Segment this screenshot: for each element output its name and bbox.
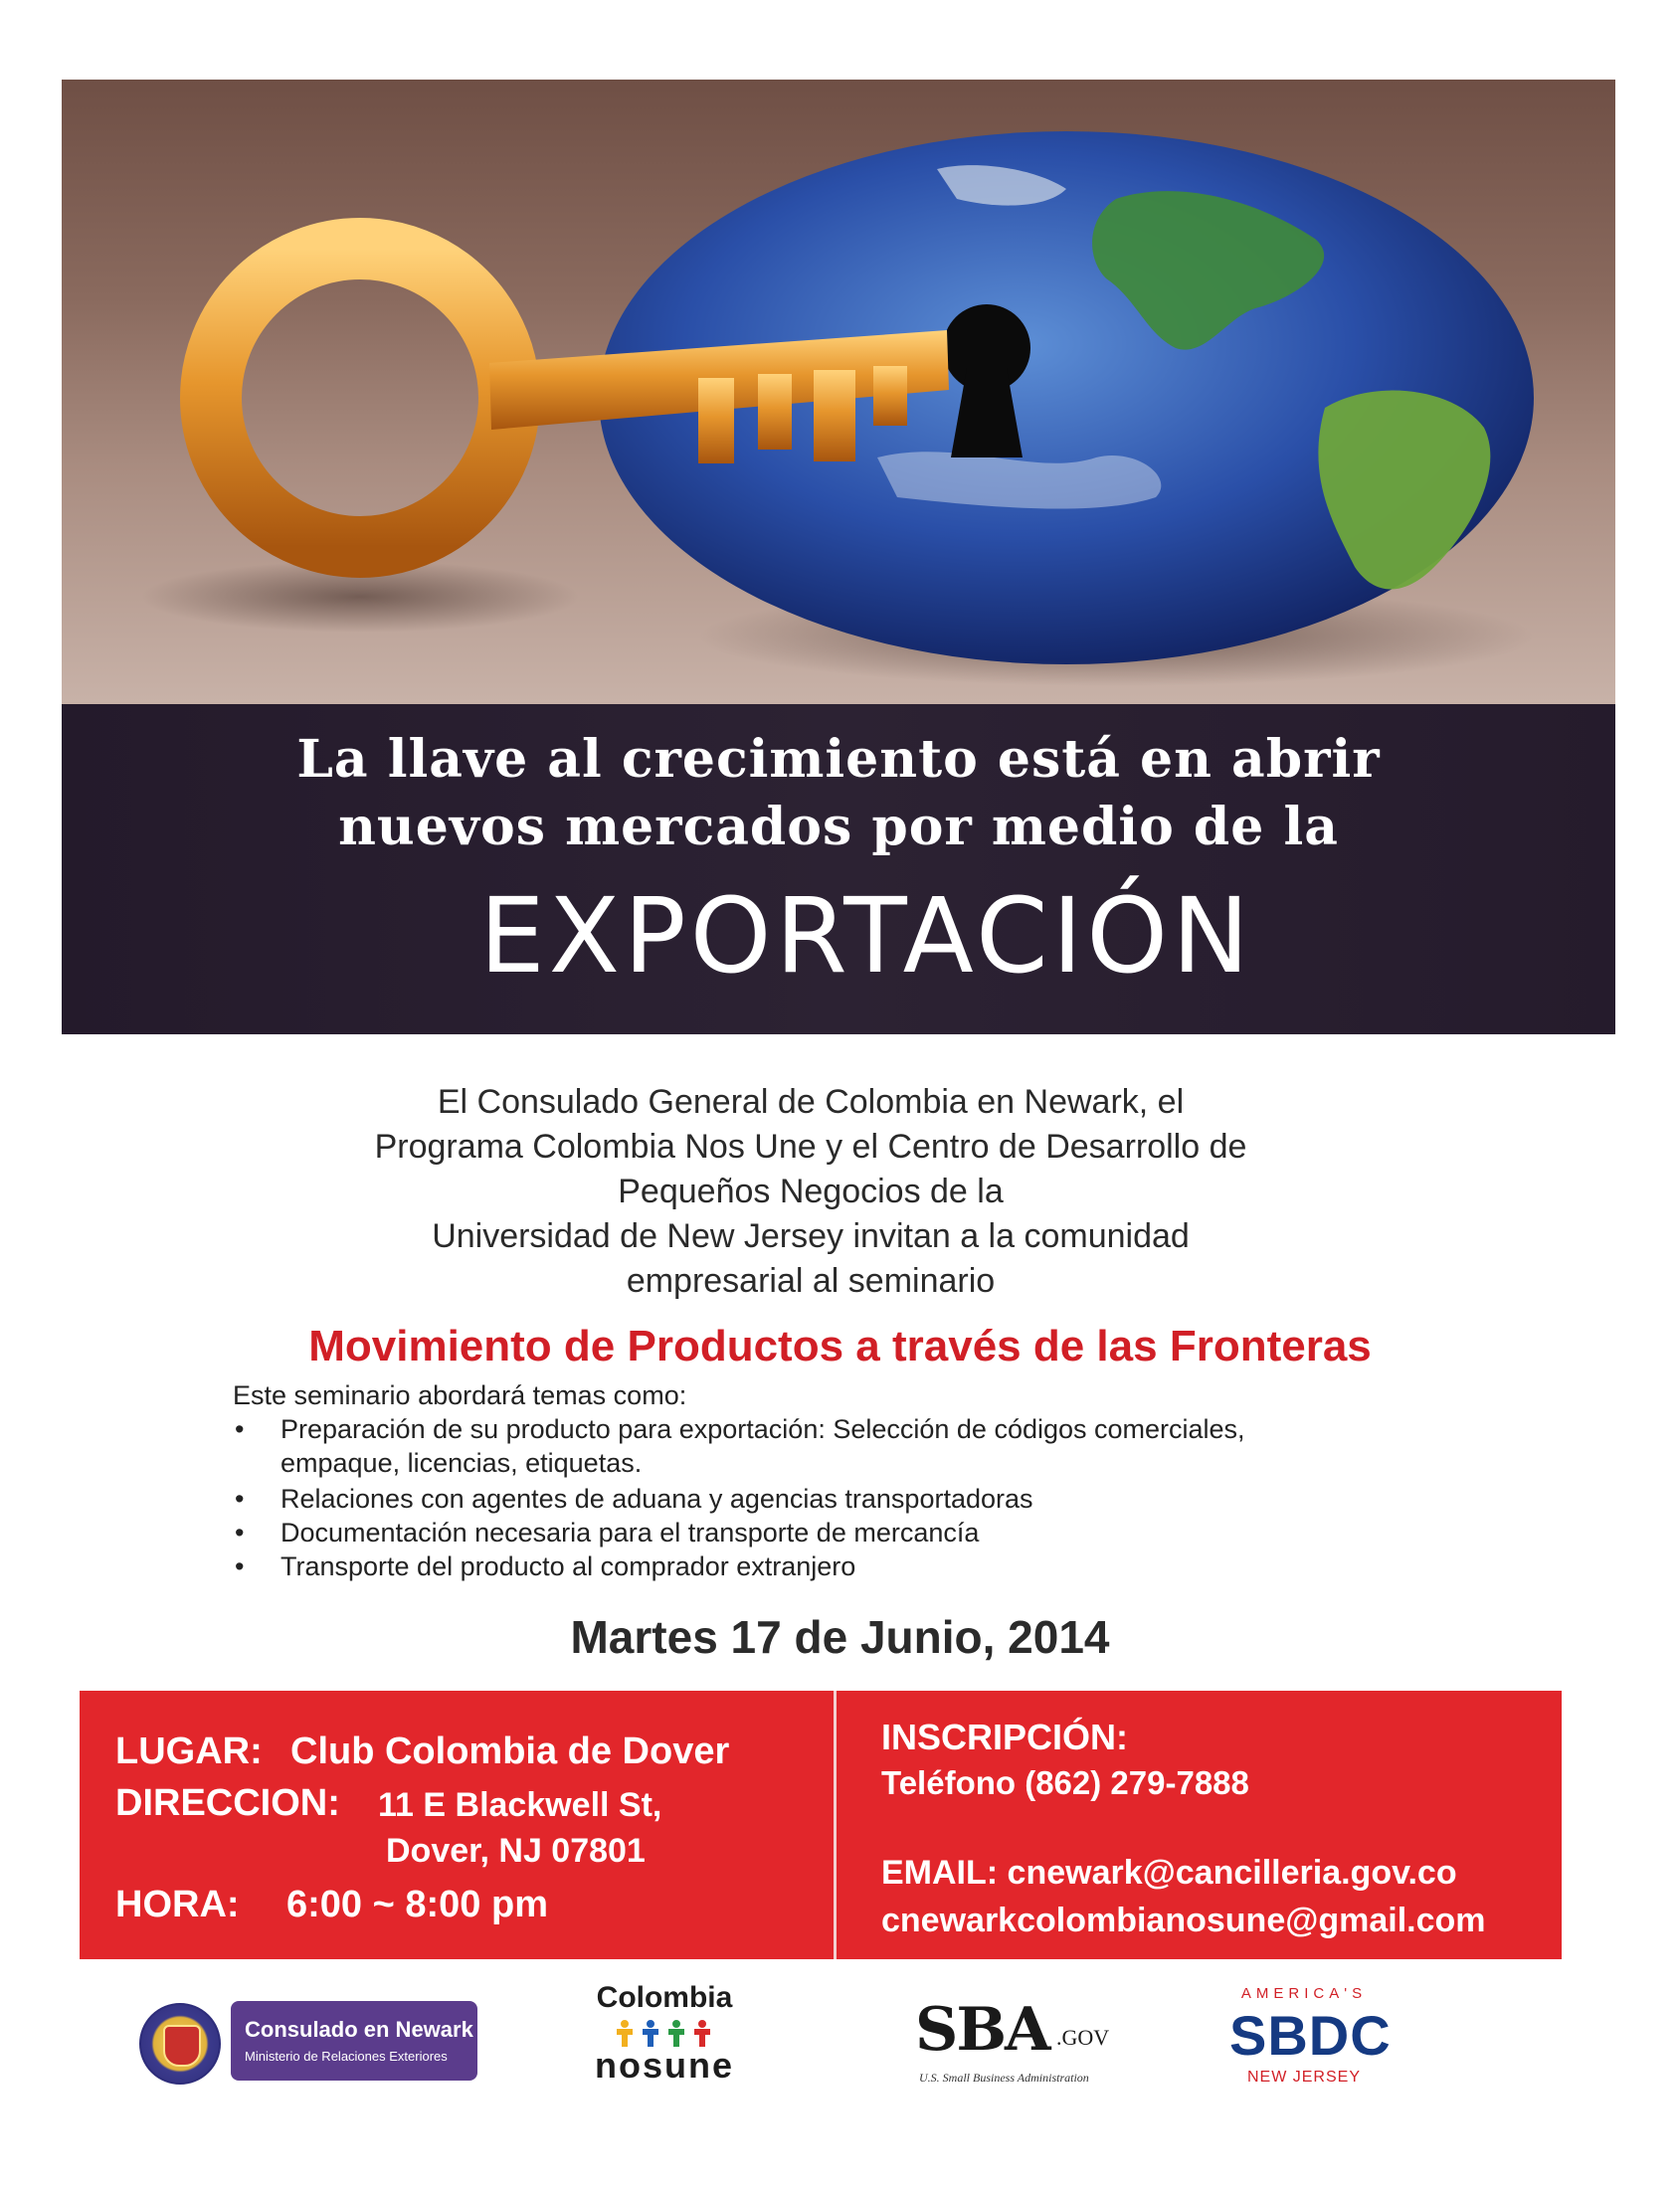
sba-main-text: SBA [915,1995,1049,2065]
hero-image [62,80,1615,704]
topics-list [233,1412,1486,1583]
hora-value: 6:00 ~ 8:00 pm [286,1884,548,1925]
intro-line: El Consulado General de Colombia en Newark, el [437,1083,1185,1121]
headline-line-2: nuevos mercados por medio de la [338,797,1339,857]
key-globe-illustration [62,80,1615,704]
direccion-line-1: 11 E Blackwell St, [378,1786,662,1824]
headline-exportacion: EXPORTACIÓN [479,875,1253,997]
list-item [233,1412,1486,1480]
sba-subtitle: U.S. Small Business Administration [919,2071,1089,2085]
sba-gov-text: .GOV [1056,2025,1110,2050]
topics-lead: Este seminario abordará temas como: [233,1380,687,1410]
seminar-title: Movimiento de Productos a través de las Fronteras [308,1322,1372,1370]
intro-paragraph [199,1080,1422,1304]
hora-label: HORA: [115,1884,240,1925]
topic-text-continued: empaque, licencias, etiquetas. [280,1448,643,1478]
key-tooth-3 [814,370,855,461]
inscripcion-label: INSCRIPCIÓN: [881,1717,1129,1757]
colombia-seal-icon [139,2003,221,2085]
cnu-bottom-text: nosune [594,2045,734,2086]
direccion-label: DIRECCION: [115,1782,340,1824]
lugar-value: Club Colombia de Dover [290,1730,730,1772]
sba-logo [915,1995,1114,2091]
intro-line: Programa Colombia Nos Une y el Centro de Desarrollo de [374,1128,1247,1166]
intro-line: Universidad de New Jersey invitan a la comunidad [432,1217,1190,1255]
bullet-icon: • [235,1518,245,1548]
key-ring [211,249,509,547]
event-info-box [80,1691,1562,1959]
key-tooth-1 [698,378,734,463]
list-item [233,1516,1486,1549]
event-date: Martes 17 de Junio, 2014 [570,1611,1110,1663]
topic-text: Relaciones con agentes de aduana y agencias transportadoras [280,1484,1033,1514]
colombia-nos-une-logo [575,1981,754,2091]
telefono-value: Teléfono (862) 279-7888 [881,1764,1249,1801]
bullet-icon: • [235,1484,245,1514]
bullet-icon: • [235,1414,245,1444]
headline-line-1: La llave al crecimiento está en abrir [296,729,1381,790]
consulado-subtitle: Ministerio de Relaciones Exteriores [245,2049,448,2064]
email-link-2[interactable]: cnewarkcolombianosune@gmail.com [881,1902,1486,1939]
list-item [233,1549,1486,1583]
direccion-line-2: Dover, NJ 07801 [386,1832,646,1870]
sbdc-top-text: AMERICA'S [1240,1985,1368,2002]
list-item [233,1482,1486,1516]
consulado-logo [139,1999,477,2085]
topic-text: Preparación de su producto para exportación: Selección de códigos comerciales, [280,1414,1245,1444]
bullet-icon: • [235,1551,245,1581]
sbdc-logo [1229,1981,1392,2100]
topic-text: Transporte del producto al comprador extranjero [280,1551,856,1581]
intro-line: empresarial al seminario [626,1262,996,1300]
topic-text: Documentación necesaria para el transporte de mercancía [280,1518,980,1548]
email-link-1[interactable]: EMAIL: cnewark@cancilleria.gov.co [881,1854,1457,1892]
consulado-badge [231,2001,477,2081]
key-tooth-4 [873,366,907,426]
sbdc-bottom-text: NEW JERSEY [1246,2069,1361,2086]
consulado-title: Consulado en Newark [245,2017,473,2042]
lugar-label: LUGAR: [115,1730,263,1772]
sbdc-main-text: SBDC [1229,2004,1392,2067]
intro-line: Pequeños Negocios de la [618,1173,1004,1210]
key-tooth-2 [758,374,792,450]
info-divider [834,1691,837,1959]
cnu-top-text: Colombia [596,1981,733,2014]
headline-banner [62,704,1615,1034]
